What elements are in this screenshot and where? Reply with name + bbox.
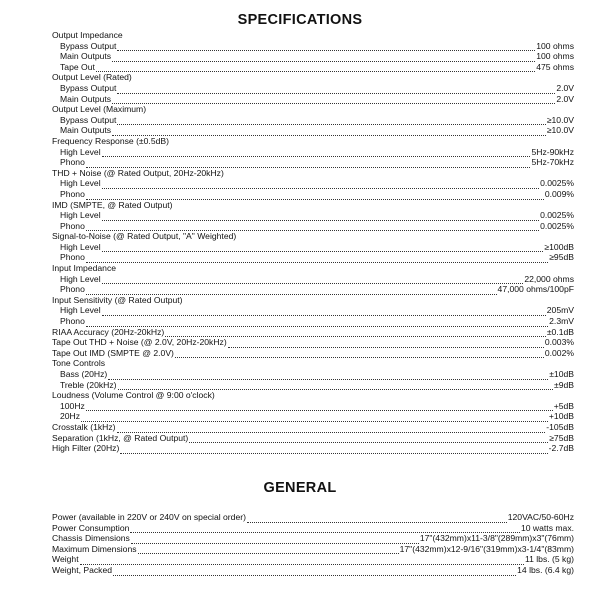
- spec-label: Weight: [52, 554, 79, 565]
- spec-value: ≥10.0V: [546, 114, 574, 125]
- spec-value: 22,000 ohms: [524, 273, 574, 284]
- dot-leader: [96, 64, 535, 72]
- spec-label: Loudness (Volume Control @ 9:00 o'clock): [52, 390, 215, 401]
- spec-row: [52, 62, 574, 73]
- spec-value: ≥100dB: [544, 241, 574, 252]
- dot-leader: [102, 149, 531, 157]
- spec-value: ≥10.0V: [546, 125, 574, 136]
- spec-row: [52, 422, 574, 433]
- spec-row: [52, 316, 574, 327]
- spec-label: Signal-to-Noise (@ Rated Output, "A" Weighted): [52, 231, 237, 242]
- spec-label: Maximum Dimensions: [52, 543, 137, 554]
- spec-label: Phono: [60, 188, 85, 199]
- spec-row: [52, 337, 574, 348]
- spec-value: ≥95dB: [549, 252, 574, 263]
- dot-leader: [86, 160, 531, 168]
- spec-value: -2.7dB: [548, 443, 574, 454]
- dot-leader: [112, 128, 546, 136]
- spec-group-heading: [52, 263, 574, 274]
- spec-label: Bypass Output: [60, 114, 117, 125]
- dot-leader: [112, 54, 535, 62]
- spec-label: Power Consumption: [52, 522, 130, 533]
- spec-label: 100Hz: [60, 400, 85, 411]
- spec-label: Main Outputs: [60, 51, 112, 62]
- spec-value: 205mV: [546, 305, 574, 316]
- spec-label: Tape Out THD + Noise (@ 2.0V, 20Hz-20kHz): [52, 337, 227, 348]
- dot-leader: [80, 557, 524, 565]
- dot-leader: [117, 425, 546, 433]
- spec-value: ±0.1dB: [546, 326, 574, 337]
- specifications-heading: SPECIFICATIONS: [237, 12, 363, 28]
- spec-row: [52, 401, 574, 412]
- spec-label: High Level: [60, 146, 101, 157]
- specifications-list: [52, 30, 574, 454]
- spec-value: ±10dB: [549, 369, 574, 379]
- spec-label: Tape Out: [60, 61, 95, 72]
- spec-label: Phono: [60, 157, 85, 168]
- spec-row: [52, 327, 574, 338]
- spec-row: [52, 210, 574, 221]
- spec-value: -105dB: [546, 421, 574, 432]
- spec-value: ±9dB: [553, 379, 574, 390]
- spec-group-heading: [52, 358, 574, 369]
- spec-group-heading: [52, 295, 574, 306]
- spec-label: High Level: [60, 273, 101, 284]
- spec-label: High Level: [60, 210, 101, 221]
- spec-label: Tape Out IMD (SMPTE @ 2.0V): [52, 347, 174, 358]
- spec-row: [52, 284, 574, 295]
- dot-leader: [117, 117, 545, 125]
- spec-row: [52, 221, 574, 232]
- spec-row: [52, 41, 574, 52]
- spec-label: Crosstalk (1kHz): [52, 421, 116, 432]
- spec-value: ≥75dB: [549, 432, 574, 443]
- spec-row: [52, 252, 574, 263]
- spec-row: [52, 544, 574, 555]
- spec-label: Frequency Response (±0.5dB): [52, 135, 169, 146]
- spec-group-heading: [52, 200, 574, 211]
- spec-value: +5dB: [553, 400, 574, 411]
- dot-leader: [102, 181, 539, 189]
- spec-row: [52, 443, 574, 454]
- spec-value: 0.003%: [544, 337, 574, 348]
- spec-row: [52, 157, 574, 168]
- spec-label: High Level: [60, 178, 101, 189]
- spec-value: 5Hz-90kHz: [531, 146, 574, 157]
- spec-value: 0.009%: [544, 188, 574, 199]
- spec-value: 5Hz-70kHz: [531, 157, 574, 168]
- spec-value: 100 ohms: [536, 51, 574, 62]
- spec-row: [52, 178, 574, 189]
- spec-row: [52, 433, 574, 444]
- dot-leader: [102, 308, 546, 316]
- spec-row: [52, 147, 574, 158]
- spec-row: [52, 554, 574, 565]
- spec-label: 20Hz: [60, 411, 81, 422]
- spec-value: 120VAC/50-60Hz: [507, 512, 574, 522]
- dot-leader: [86, 403, 553, 411]
- spec-label: Output Level (Rated): [52, 72, 132, 83]
- spec-value: 2.0V: [556, 82, 574, 93]
- spec-value: 0.0025%: [540, 210, 574, 221]
- dot-leader: [117, 86, 555, 94]
- spec-label: Treble (20kHz): [60, 379, 117, 390]
- spec-row: [52, 512, 574, 523]
- spec-row: [52, 380, 574, 391]
- spec-group-heading: [52, 136, 574, 147]
- spec-value: 0.0025%: [540, 178, 574, 189]
- dot-leader: [130, 525, 520, 533]
- dot-leader: [108, 372, 548, 380]
- spec-group-heading: [52, 72, 574, 83]
- dot-leader: [112, 96, 555, 104]
- spec-label: THD + Noise (@ Rated Output, 20Hz-20kHz): [52, 167, 224, 178]
- spec-label: Weight, Packed: [52, 564, 113, 575]
- dot-leader: [86, 287, 497, 295]
- spec-value: +10dB: [548, 411, 574, 422]
- spec-label: RIAA Accuracy (20Hz-20kHz): [52, 326, 165, 337]
- dot-leader: [120, 446, 547, 454]
- spec-row: [52, 242, 574, 253]
- dot-leader: [86, 223, 539, 231]
- spec-value: 17"(432mm)x12-9/16"(319mm)x3-1/4"(83mm): [399, 543, 574, 554]
- spec-value: 2.0V: [556, 93, 574, 104]
- spec-row: [52, 125, 574, 136]
- spec-value: 47,000 ohms/100pF: [497, 284, 574, 295]
- spec-value: 0.002%: [544, 347, 574, 358]
- spec-value: 14 lbs. (6.4 kg): [517, 564, 574, 575]
- dot-leader: [113, 568, 516, 576]
- spec-row: [52, 94, 574, 105]
- spec-label: Power (available in 220V or 240V on special order): [52, 512, 246, 522]
- dot-leader: [228, 340, 544, 348]
- spec-row: [52, 348, 574, 359]
- spec-row: [52, 369, 574, 380]
- spec-row: [52, 51, 574, 62]
- spec-label: High Filter (20Hz): [52, 443, 120, 454]
- general-heading: GENERAL: [263, 480, 337, 496]
- spec-label: Input Sensitivity (@ Rated Output): [52, 294, 183, 305]
- spec-label: Chassis Dimensions: [52, 533, 130, 544]
- spec-value: 100 ohms: [536, 40, 574, 51]
- spec-label: Bass (20Hz): [60, 369, 108, 379]
- dot-leader: [131, 536, 419, 544]
- spec-label: Output Impedance: [52, 30, 123, 40]
- dot-leader: [86, 255, 548, 263]
- dot-leader: [117, 43, 535, 51]
- spec-label: IMD (SMPTE, @ Rated Output): [52, 199, 173, 210]
- spec-value: 10 watts max.: [520, 522, 574, 533]
- spec-row: [52, 533, 574, 544]
- dot-leader: [86, 192, 544, 200]
- spec-label: Main Outputs: [60, 125, 112, 136]
- spec-value: 475 ohms: [536, 61, 574, 72]
- spec-label: High Level: [60, 241, 101, 252]
- spec-group-heading: [52, 390, 574, 401]
- spec-label: Phono: [60, 284, 85, 295]
- spec-value: 0.0025%: [540, 220, 574, 231]
- dot-leader: [165, 329, 546, 337]
- spec-row: [52, 523, 574, 534]
- spec-row: [52, 115, 574, 126]
- spec-label: Output Level (Maximum): [52, 104, 147, 115]
- dot-leader: [86, 319, 548, 327]
- spec-value: 17"(432mm)x11-3/8"(289mm)x3"(76mm): [419, 533, 574, 544]
- general-list: [52, 512, 574, 576]
- spec-label: Bypass Output: [60, 40, 117, 51]
- spec-label: Tone Controls: [52, 358, 106, 369]
- dot-leader: [81, 414, 548, 422]
- spec-row: [52, 305, 574, 316]
- spec-row: [52, 565, 574, 576]
- spec-label: Separation (1kHz, @ Rated Output): [52, 432, 189, 443]
- spec-group-heading: [52, 231, 574, 242]
- spec-label: Phono: [60, 252, 85, 263]
- spec-row: [52, 274, 574, 285]
- dot-leader: [102, 276, 524, 284]
- spec-label: Input Impedance: [52, 263, 117, 274]
- dot-leader: [189, 435, 548, 443]
- spec-group-heading: [52, 30, 574, 41]
- spec-row: [52, 411, 574, 422]
- spec-group-heading: [52, 104, 574, 115]
- spec-value: 2.3mV: [549, 316, 574, 327]
- spec-row: [52, 189, 574, 200]
- dot-leader: [175, 350, 544, 358]
- dot-leader: [118, 382, 553, 390]
- dot-leader: [138, 546, 399, 554]
- spec-value: 11 lbs. (5 kg): [524, 554, 574, 565]
- dot-leader: [102, 213, 539, 221]
- spec-label: Phono: [60, 316, 85, 327]
- spec-label: Bypass Output: [60, 82, 117, 93]
- spec-label: High Level: [60, 305, 101, 316]
- spec-group-heading: [52, 168, 574, 179]
- spec-row: [52, 83, 574, 94]
- dot-leader: [247, 515, 507, 523]
- dot-leader: [102, 244, 544, 252]
- spec-label: Main Outputs: [60, 93, 112, 104]
- spec-label: Phono: [60, 220, 85, 231]
